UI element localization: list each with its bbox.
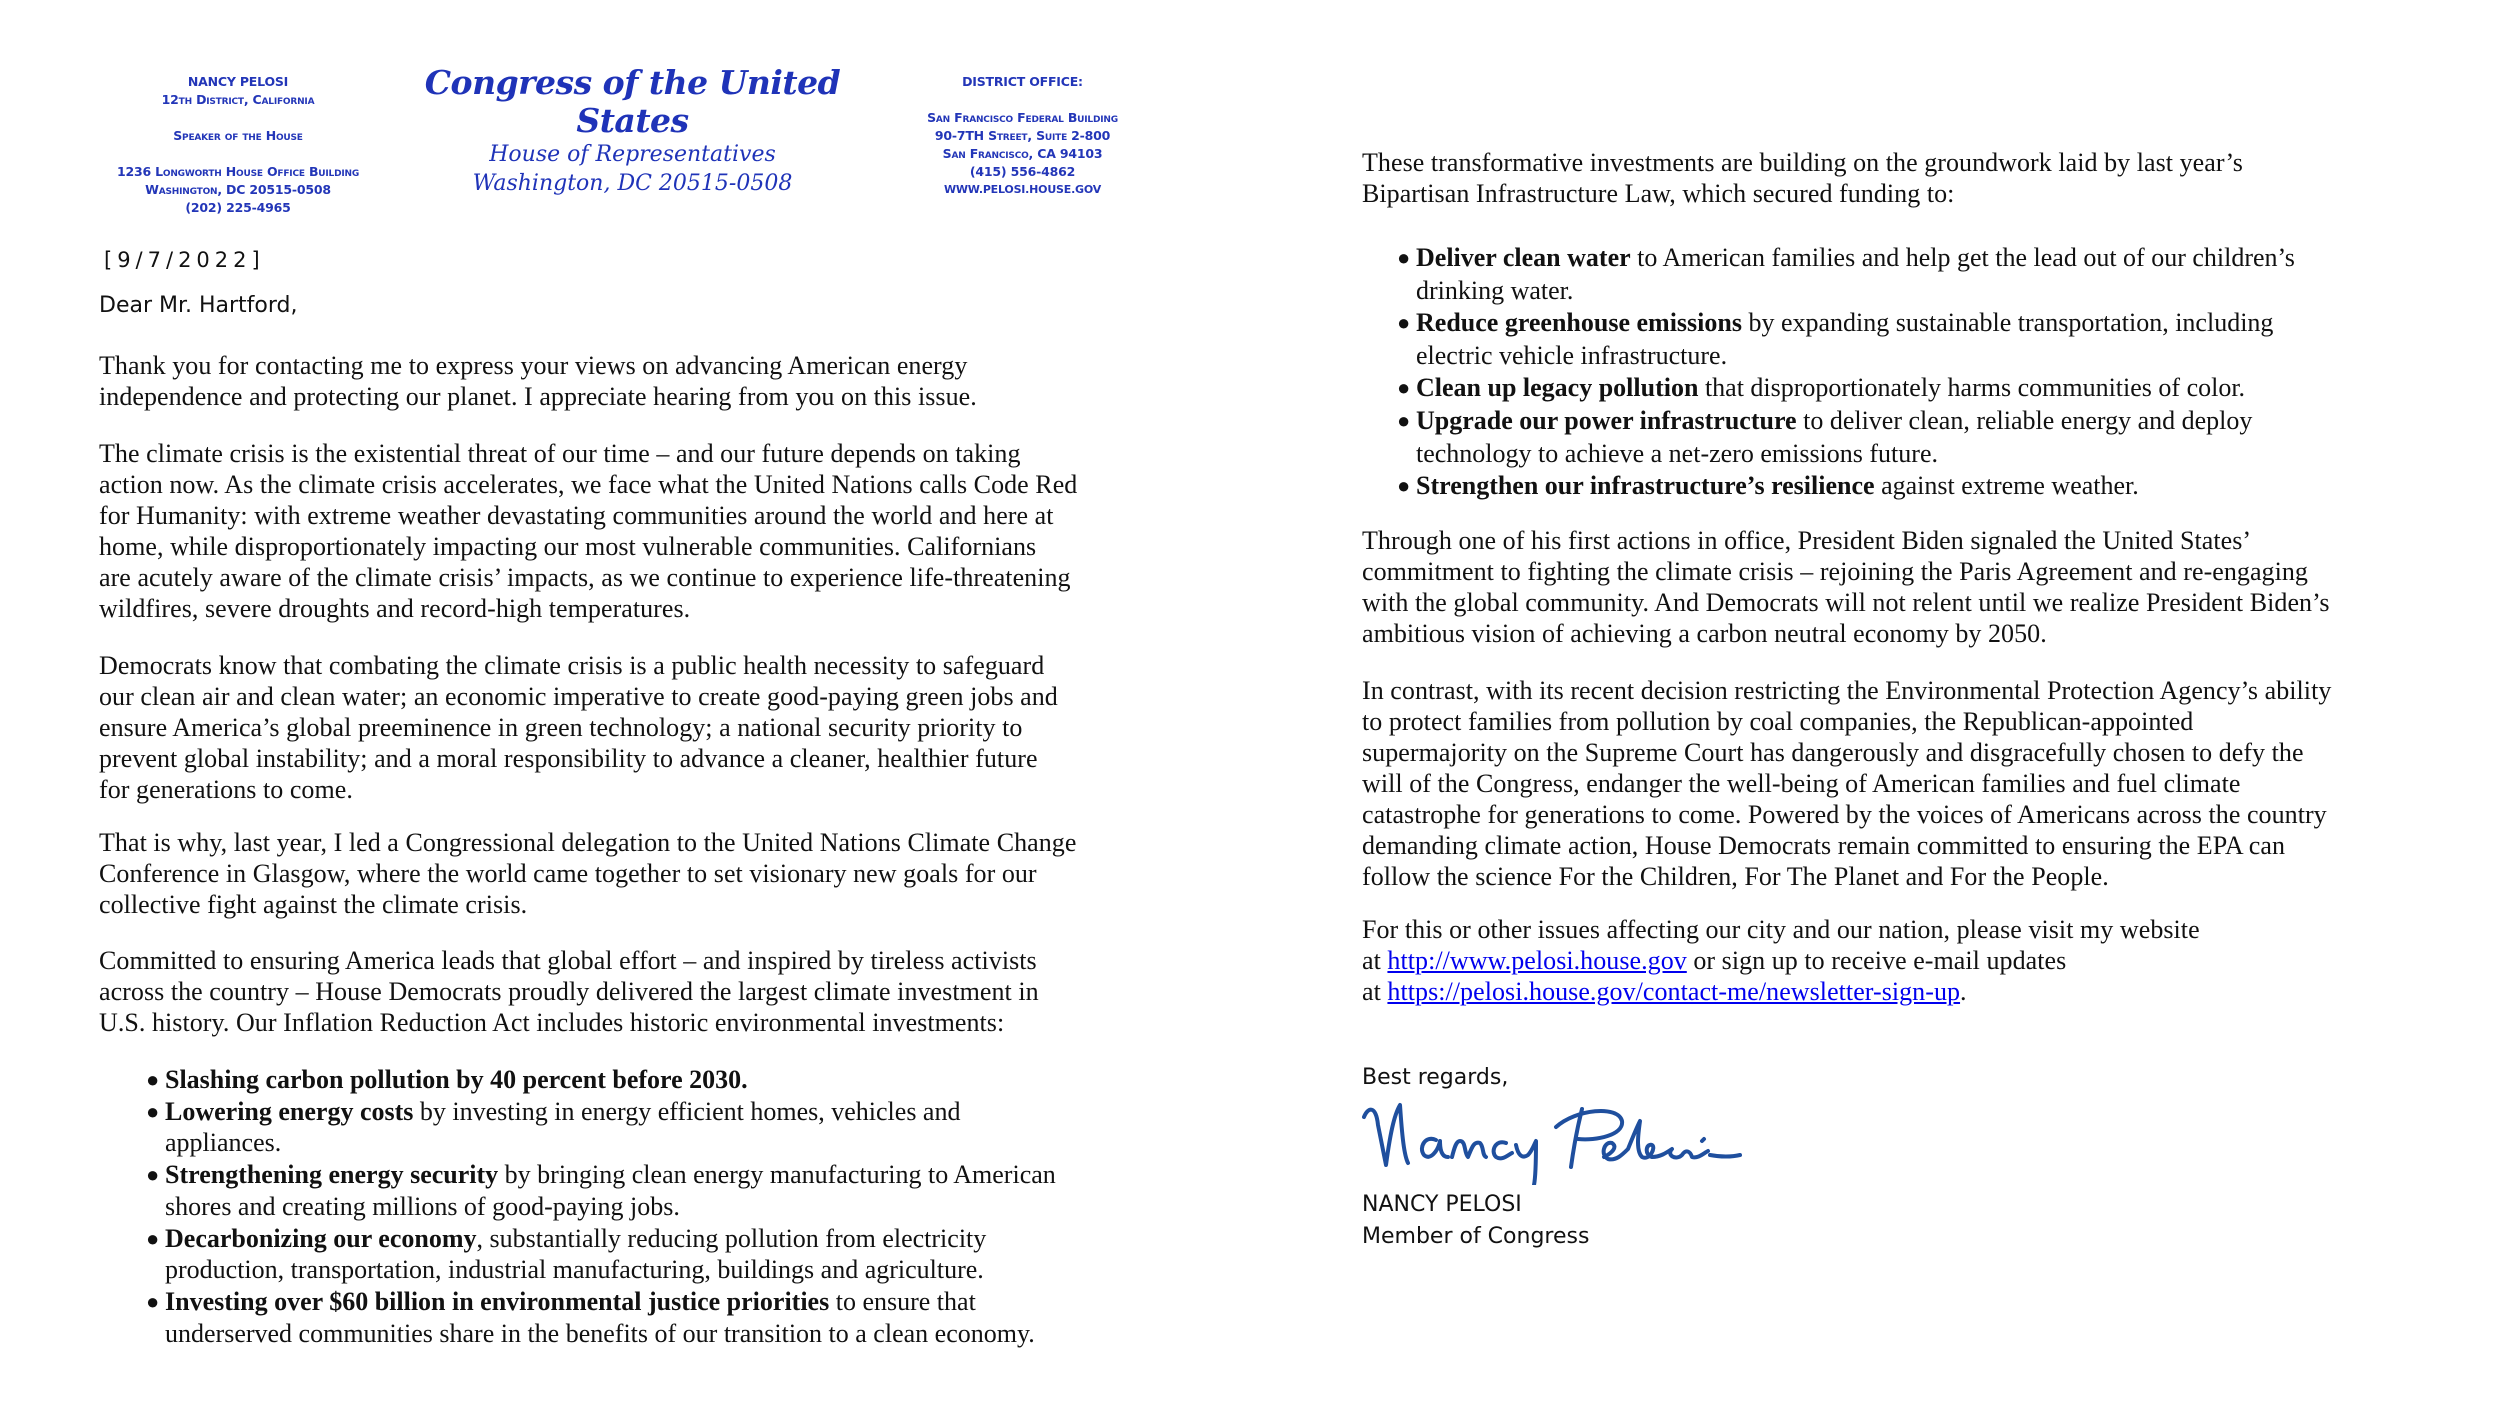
letterhead-member-block	[100, 73, 376, 217]
paragraph-biden-paris	[1362, 525, 2330, 649]
newsletter-signup-link[interactable]: https://pelosi.house.gov/contact-me/newsletter-sign-up	[1387, 977, 1961, 1006]
bullet-item	[99, 1064, 1056, 1096]
text-line: wildfires, severe droughts and record-high temperatures.	[99, 594, 691, 623]
text-line: For this or other issues affecting our city and our nation, please visit my website	[1362, 915, 2200, 944]
paragraph-inflation-reduction-act	[99, 945, 1039, 1038]
text-line: with the global community. And Democrats will not relent until we realize President Biden’s	[1362, 588, 2330, 617]
bullet-bold: Lowering energy costs	[165, 1096, 414, 1126]
bullet-item	[1350, 405, 2295, 470]
signature-name: NANCY PELOSI	[1362, 1192, 1522, 1217]
period-text: .	[1960, 977, 1967, 1006]
bullet-bold: Decarbonizing our economy	[165, 1223, 477, 1253]
paragraph-thanks	[99, 350, 977, 412]
text-line: That is why, last year, I led a Congressional delegation to the United Nations Climate Change	[99, 828, 1077, 857]
bullet-dot-icon: ●	[146, 1225, 160, 1251]
website-link[interactable]: http://www.pelosi.house.gov	[1387, 946, 1687, 975]
at-text: at	[1362, 946, 1388, 975]
district-website: WWW.PELOSI.HOUSE.GOV	[943, 183, 1102, 196]
salutation: Dear Mr. Hartford,	[99, 293, 298, 318]
text-line	[1362, 976, 2200, 1007]
house-subtitle: House of Representatives	[489, 142, 776, 167]
bullet-dot-icon: ●	[1397, 245, 1411, 270]
text-line: The climate crisis is the existential threat of our time – and our future depends on taking	[99, 439, 1021, 468]
bullet-dot-icon: ●	[1397, 310, 1411, 336]
bullet-item	[1350, 307, 2295, 372]
ira-bullet-list	[99, 1064, 1056, 1349]
bullet-item	[99, 1286, 1056, 1349]
bil-bullet-list	[1350, 242, 2295, 503]
text-line: Bipartisan Infrastructure Law, which secured funding to:	[1362, 179, 1955, 208]
text-line: Committed to ensuring America leads that global effort – and inspired by tireless activists	[99, 946, 1037, 975]
text-line: Thank you for contacting me to express your views on advancing American energy	[99, 351, 968, 380]
district-office-heading: DISTRICT OFFICE:	[962, 74, 1083, 89]
bullet-bold: Upgrade our power infrastructure	[1416, 405, 1797, 435]
bullet-bold: Strengthen our infrastructure’s resilience	[1416, 471, 1875, 501]
text-line: follow the science For the Children, For The Planet and For the People.	[1362, 862, 2109, 891]
member-name: NANCY PELOSI	[187, 74, 289, 89]
text-line: commitment to fighting the climate crisis – rejoining the Paris Agreement and re-engaging	[1362, 557, 2308, 586]
bullet-continuation: appliances.	[165, 1128, 282, 1158]
bullet-item	[99, 1223, 1056, 1286]
text-line: action now. As the climate crisis accelerates, we face what the United Nations calls Code Red	[99, 470, 1078, 499]
district-street: 90-7TH Street, Suite 2-800	[934, 128, 1111, 143]
district-phone: (415) 556-4862	[969, 164, 1076, 179]
bullet-continuation: drinking water.	[1416, 275, 1574, 305]
text-line: for generations to come.	[99, 775, 353, 804]
letterhead-congress-seal-text	[405, 64, 860, 198]
bullet-item	[1350, 372, 2295, 405]
bullet-text: to ensure that	[829, 1286, 976, 1316]
dc-phone: (202) 225-4965	[185, 200, 291, 215]
text-line: ensure America’s global preeminence in green technology; a national security priority to	[99, 713, 1023, 742]
paragraph-bipartisan-infrastructure	[1362, 147, 2243, 209]
paragraph-democrats-know	[99, 650, 1058, 805]
bullet-text: against extreme weather.	[1874, 471, 2139, 501]
at-text: at	[1362, 977, 1388, 1006]
bullet-dot-icon: ●	[146, 1067, 160, 1092]
bullet-continuation: electric vehicle infrastructure.	[1416, 340, 1728, 370]
letterhead-district-office-block	[900, 73, 1145, 199]
member-district: 12th District, California	[161, 92, 315, 107]
bullet-bold: Reduce greenhouse emissions	[1416, 308, 1742, 338]
bullet-item	[1350, 470, 2295, 503]
signup-text: or sign up to receive e-mail updates	[1686, 946, 2067, 975]
bullet-continuation: production, transportation, industrial manufacturing, buildings and agriculture.	[165, 1255, 984, 1285]
text-line: will of the Congress, endanger the well-being of American families and fuel climate	[1362, 769, 2241, 798]
bullet-item	[99, 1096, 1056, 1159]
bullet-text: to deliver clean, reliable energy and deploy	[1796, 405, 2253, 435]
bullet-bold: Deliver clean water	[1416, 243, 1631, 272]
district-city: San Francisco, CA 94103	[942, 146, 1103, 161]
bullet-bold: Slashing carbon pollution by 40 percent before 2030.	[165, 1065, 748, 1094]
text-line: to protect families from pollution by coal companies, the Republican-appointed	[1362, 707, 2194, 736]
bullet-continuation: technology to achieve a net-zero emissions future.	[1416, 438, 1938, 468]
bullet-text: by investing in energy efficient homes, vehicles and	[413, 1096, 961, 1126]
bullet-text: , substantially reducing pollution from electricity	[476, 1223, 987, 1253]
bullet-bold: Strengthening energy security	[165, 1160, 499, 1190]
text-line: are acutely aware of the climate crisis’ impacts, as we continue to experience life-threatening	[99, 563, 1071, 592]
text-line: supermajority on the Supreme Court has dangerously and disgracefully chosen to defy the	[1362, 738, 2304, 767]
bullet-continuation: underserved communities share in the benefits of our transition to a clean economy.	[165, 1318, 1035, 1348]
paragraph-climate-crisis	[99, 438, 1077, 624]
text-line: our clean air and clean water; an economic imperative to create good-paying green jobs and	[99, 682, 1058, 711]
text-line: Through one of his first actions in office, President Biden signaled the United States’	[1362, 526, 2252, 555]
bullet-dot-icon: ●	[1397, 473, 1411, 499]
bullet-dot-icon: ●	[146, 1098, 160, 1124]
bullet-bold: Investing over $60 billion in environmental justice priorities	[165, 1286, 830, 1316]
text-line: collective fight against the climate crisis.	[99, 890, 528, 919]
bullet-dot-icon: ●	[146, 1162, 160, 1188]
text-line: home, while disproportionately impacting our most vulnerable communities. Californians	[99, 532, 1037, 561]
text-line: for Humanity: with extreme weather devastating communities around the world and here at	[99, 501, 1054, 530]
house-city: Washington, DC 20515-0508	[472, 171, 793, 196]
dc-address-line2: Washington, DC 20515-0508	[145, 182, 331, 197]
handwritten-signature-icon	[1356, 1095, 1746, 1185]
text-line: independence and protecting our planet. I appreciate hearing from you on this issue.	[99, 382, 977, 411]
bullet-continuation: shores and creating millions of good-paying jobs.	[165, 1191, 680, 1221]
district-building: San Francisco Federal Building	[927, 110, 1118, 125]
bullet-dot-icon: ●	[1397, 375, 1411, 401]
paragraph-supreme-court-epa	[1362, 675, 2331, 892]
text-line: prevent global instability; and a moral responsibility to advance a cleaner, healthier future	[99, 744, 1038, 773]
sign-off: Best regards,	[1362, 1065, 1509, 1090]
text-line: These transformative investments are building on the groundwork laid by last year’s	[1362, 148, 2243, 177]
member-title: Speaker of the House	[173, 128, 303, 143]
congress-title: Congress of the United States	[424, 63, 841, 140]
text-line	[1362, 945, 2200, 976]
text-line: demanding climate action, House Democrats remain committed to ensuring the EPA can	[1362, 831, 2286, 860]
text-line: Conference in Glasgow, where the world came together to set visionary new goals for our	[99, 859, 1037, 888]
letter-date: [9/7/2022]	[104, 248, 265, 272]
bullet-text: that disproportionately harms communities of color.	[1698, 373, 2246, 403]
paragraph-glasgow	[99, 827, 1076, 920]
bullet-dot-icon: ●	[1397, 407, 1411, 433]
text-line: across the country – House Democrats proudly delivered the largest climate investment in	[99, 977, 1039, 1006]
bullet-item	[1350, 242, 2295, 307]
paragraph-website-info	[1362, 914, 2200, 1007]
bullet-dot-icon: ●	[146, 1288, 160, 1314]
signature-title: Member of Congress	[1362, 1224, 1590, 1249]
dc-address-line1: 1236 Longworth House Office Building	[116, 164, 360, 179]
text-line: Democrats know that combating the climate crisis is a public health necessity to safeguard	[99, 651, 1045, 680]
bullet-text: by expanding sustainable transportation, including	[1741, 308, 2274, 338]
bullet-text: to American families and help get the lead out of our children’s	[1630, 243, 2295, 272]
bullet-bold: Clean up legacy pollution	[1416, 373, 1699, 403]
text-line: U.S. history. Our Inflation Reduction Act includes historic environmental investments:	[99, 1008, 1005, 1037]
text-line: catastrophe for generations to come. Powered by the voices of Americans across the country	[1362, 800, 2327, 829]
bullet-item	[99, 1159, 1056, 1222]
bullet-text: by bringing clean energy manufacturing to American	[498, 1160, 1056, 1190]
text-line: In contrast, with its recent decision restricting the Environmental Protection Agency’s ability	[1362, 676, 2332, 705]
text-line: ambitious vision of achieving a carbon neutral economy by 2050.	[1362, 619, 2047, 648]
